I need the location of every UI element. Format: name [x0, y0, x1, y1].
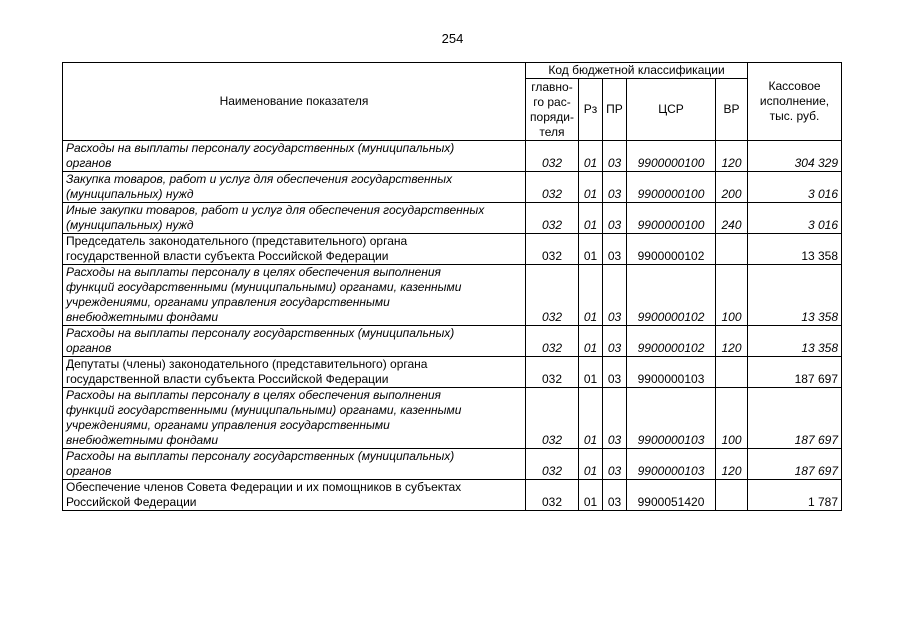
- row-vr-code: [716, 234, 748, 265]
- row-name: Закупка товаров, работ и услуг для обеспечения государственных (муниципальных) нужд: [63, 172, 526, 203]
- row-rz-code: 01: [579, 326, 603, 357]
- row-admin-code: 032: [526, 141, 579, 172]
- row-csr-code: 9900000102: [627, 234, 716, 265]
- row-vr-code: [716, 357, 748, 388]
- row-amount: 13 358: [748, 265, 842, 326]
- row-csr-code: 9900000102: [627, 265, 716, 326]
- row-rz-code: 01: [579, 480, 603, 511]
- row-amount: 3 016: [748, 172, 842, 203]
- row-admin-code: 032: [526, 326, 579, 357]
- row-admin-code: 032: [526, 203, 579, 234]
- row-amount: 187 697: [748, 449, 842, 480]
- row-name: Депутаты (члены) законодательного (представительного) органа государственной власти субъекта Российской Федерации: [63, 357, 526, 388]
- row-pr-code: 03: [603, 141, 627, 172]
- row-vr-code: 120: [716, 141, 748, 172]
- page-number: 254: [441, 31, 464, 46]
- row-rz-code: 01: [579, 388, 603, 449]
- row-vr-code: [716, 480, 748, 511]
- row-pr-code: 03: [603, 388, 627, 449]
- row-csr-code: 9900000100: [627, 141, 716, 172]
- header-execution: Кассовое исполнение, тыс. руб.: [748, 63, 842, 141]
- row-pr-code: 03: [603, 172, 627, 203]
- row-rz-code: 01: [579, 234, 603, 265]
- row-admin-code: 032: [526, 388, 579, 449]
- row-name: Председатель законодательного (представительного) органа государственной власти субъекта Российской Федерации: [63, 234, 526, 265]
- row-csr-code: 9900000100: [627, 203, 716, 234]
- row-name: Иные закупки товаров, работ и услуг для обеспечения государственных (муниципальных) нужд: [63, 203, 526, 234]
- row-rz-code: 01: [579, 357, 603, 388]
- table-row: [63, 357, 842, 388]
- table-row: [63, 234, 842, 265]
- table-row: [63, 449, 842, 480]
- row-csr-code: 9900000102: [627, 326, 716, 357]
- header-name: Наименование показателя: [63, 63, 526, 141]
- row-vr-code: 240: [716, 203, 748, 234]
- table-row: [63, 388, 842, 449]
- row-pr-code: 03: [603, 265, 627, 326]
- row-pr-code: 03: [603, 449, 627, 480]
- header-rz: Рз: [579, 79, 603, 141]
- row-name: Расходы на выплаты персоналу в целях обеспечения выполнения функций государственными (муниципальными) органами, казенными учреждениями, органами управления государственными внебюджетными фондами: [63, 265, 526, 326]
- row-amount: 187 697: [748, 388, 842, 449]
- row-admin-code: 032: [526, 480, 579, 511]
- row-pr-code: 03: [603, 234, 627, 265]
- row-name: Расходы на выплаты персоналу государственных (муниципальных) органов: [63, 141, 526, 172]
- row-pr-code: 03: [603, 480, 627, 511]
- row-rz-code: 01: [579, 449, 603, 480]
- row-rz-code: 01: [579, 265, 603, 326]
- row-name: Расходы на выплаты персоналу государственных (муниципальных) органов: [63, 449, 526, 480]
- row-vr-code: 100: [716, 388, 748, 449]
- header-code-group: Код бюджетной классификации: [526, 63, 748, 79]
- row-csr-code: 9900000103: [627, 388, 716, 449]
- header-admin: главно- го рас- поряди- теля: [526, 79, 579, 141]
- row-name: Расходы на выплаты персоналу государственных (муниципальных) органов: [63, 326, 526, 357]
- row-pr-code: 03: [603, 203, 627, 234]
- row-admin-code: 032: [526, 357, 579, 388]
- row-amount: 13 358: [748, 234, 842, 265]
- row-pr-code: 03: [603, 326, 627, 357]
- table-row: [63, 172, 842, 203]
- table-row: [63, 141, 842, 172]
- row-admin-code: 032: [526, 172, 579, 203]
- table-row: [63, 265, 842, 326]
- table-row: [63, 480, 842, 511]
- table-row: [63, 203, 842, 234]
- row-csr-code: 9900000100: [627, 172, 716, 203]
- table-row: [63, 326, 842, 357]
- row-name: Обеспечение членов Совета Федерации и их помощников в субъектах Российской Федерации: [63, 480, 526, 511]
- header-csr: ЦСР: [627, 79, 716, 141]
- row-csr-code: 9900000103: [627, 357, 716, 388]
- row-vr-code: 100: [716, 265, 748, 326]
- row-rz-code: 01: [579, 172, 603, 203]
- row-pr-code: 03: [603, 357, 627, 388]
- row-vr-code: 200: [716, 172, 748, 203]
- row-csr-code: 9900000103: [627, 449, 716, 480]
- row-rz-code: 01: [579, 203, 603, 234]
- row-csr-code: 9900051420: [627, 480, 716, 511]
- row-vr-code: 120: [716, 449, 748, 480]
- row-amount: 3 016: [748, 203, 842, 234]
- row-amount: 187 697: [748, 357, 842, 388]
- row-admin-code: 032: [526, 265, 579, 326]
- budget-table: [62, 62, 842, 511]
- row-admin-code: 032: [526, 449, 579, 480]
- row-amount: 304 329: [748, 141, 842, 172]
- row-amount: 1 787: [748, 480, 842, 511]
- row-amount: 13 358: [748, 326, 842, 357]
- row-rz-code: 01: [579, 141, 603, 172]
- row-vr-code: 120: [716, 326, 748, 357]
- row-admin-code: 032: [526, 234, 579, 265]
- header-pr: ПР: [603, 79, 627, 141]
- header-vr: ВР: [716, 79, 748, 141]
- row-name: Расходы на выплаты персоналу в целях обеспечения выполнения функций государственными (муниципальными) органами, казенными учреждениями, органами управления государственными внебюджетными фондами: [63, 388, 526, 449]
